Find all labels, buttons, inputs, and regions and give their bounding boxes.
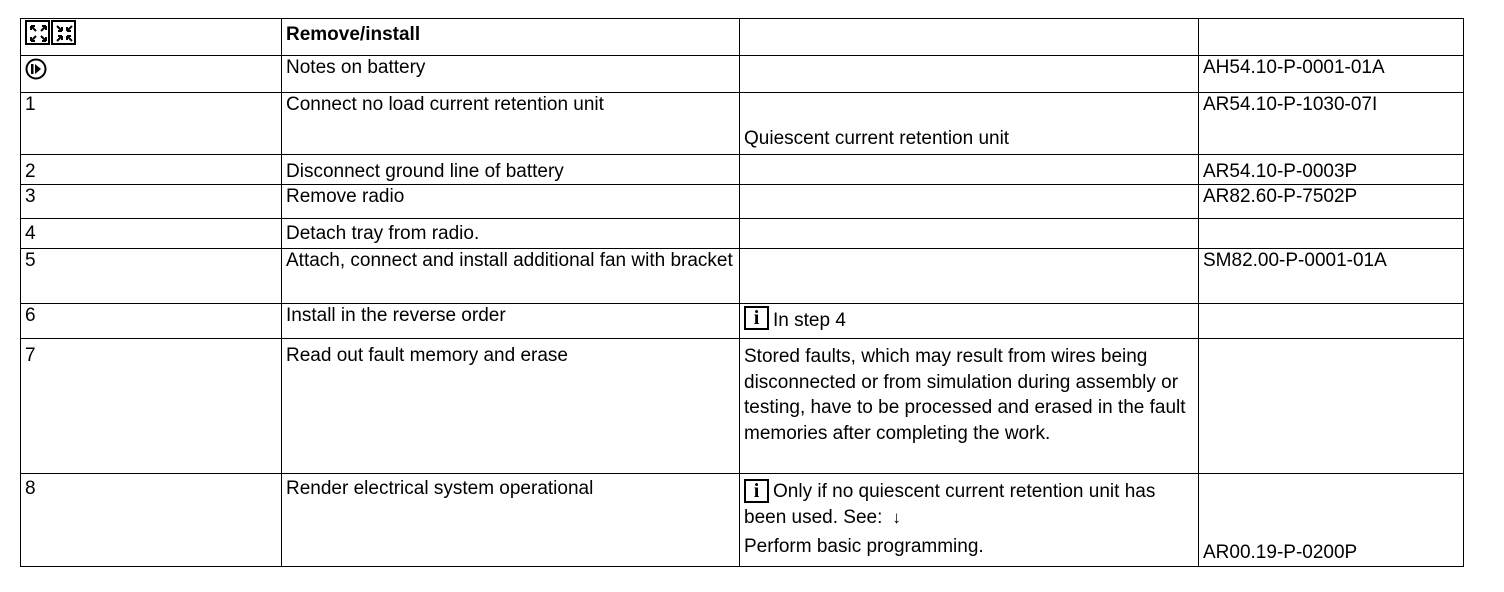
procedure-table xyxy=(20,18,1464,567)
step-action: Install in the reverse order xyxy=(282,304,740,339)
step-note xyxy=(740,474,1199,567)
table-row xyxy=(21,474,1464,567)
step-note xyxy=(740,185,1199,219)
step-number: 5 xyxy=(21,249,282,304)
step-reference-link[interactable]: AR00.19-P-0200P xyxy=(1199,474,1464,567)
table-row xyxy=(21,185,1464,219)
step-action: Remove radio xyxy=(282,185,740,219)
header-title: Remove/install xyxy=(282,19,740,56)
step-number: 2 xyxy=(21,155,282,185)
step-action: Attach, connect and install additional fan with bracket xyxy=(282,249,740,304)
expand-icon[interactable] xyxy=(25,20,50,45)
info-icon[interactable]: i xyxy=(744,479,769,503)
down-arrow-icon[interactable]: ↓ xyxy=(892,508,901,527)
step-number: 7 xyxy=(21,339,282,474)
step-reference-link[interactable]: AR82.60-P-7502P xyxy=(1199,185,1464,219)
notes-note-cell xyxy=(740,56,1199,93)
step-reference-link[interactable]: SM82.00-P-0001-01A xyxy=(1199,249,1464,304)
header-row xyxy=(21,19,1464,56)
step-reference-link[interactable] xyxy=(1199,304,1464,339)
table-row xyxy=(21,249,1464,304)
step-note-text: Quiescent current retention unit xyxy=(744,128,1010,149)
step-reference-link[interactable]: AR54.10-P-0003P xyxy=(1199,155,1464,185)
notes-label: Notes on battery xyxy=(282,56,740,93)
header-ref-cell xyxy=(1199,19,1464,56)
step-note-text-2: Perform basic programming. xyxy=(744,536,984,557)
notes-row xyxy=(21,56,1464,93)
table-row xyxy=(21,219,1464,249)
table-row xyxy=(21,304,1464,339)
step-action: Read out fault memory and erase xyxy=(282,339,740,474)
step-note-line xyxy=(744,477,1188,527)
step-number: 8 xyxy=(21,474,282,567)
step-note-text: In step 4 xyxy=(773,310,846,331)
step-number: 3 xyxy=(21,185,282,219)
step-note xyxy=(740,93,1199,155)
step-note-text: Only if no quiescent current retention unit has been used. See: xyxy=(744,481,1156,528)
step-note xyxy=(740,219,1199,249)
step-note xyxy=(740,155,1199,185)
step-action: Connect no load current retention unit xyxy=(282,93,740,155)
info-icon[interactable]: i xyxy=(744,306,769,330)
header-note-cell xyxy=(740,19,1199,56)
notes-icon-cell xyxy=(21,56,282,93)
step-note xyxy=(740,249,1199,304)
step-action: Detach tray from radio. xyxy=(282,219,740,249)
table-row xyxy=(21,155,1464,185)
step-reference-link[interactable]: AR54.10-P-1030-07I xyxy=(1199,93,1464,155)
step-action: Render electrical system operational xyxy=(282,474,740,567)
step-number: 4 xyxy=(21,219,282,249)
step-reference-link[interactable] xyxy=(1199,339,1464,474)
table-row xyxy=(21,339,1464,474)
step-note: Stored faults, which may result from wires being disconnected or from simulation during assembly or testing, have to be processed and erased in the fault memories after completing the work. xyxy=(740,339,1199,474)
notes-info-icon[interactable] xyxy=(25,58,47,80)
notes-reference-link[interactable]: AH54.10-P-0001-01A xyxy=(1199,56,1464,93)
step-action: Disconnect ground line of battery xyxy=(282,155,740,185)
header-icons-cell xyxy=(21,19,282,56)
step-number: 1 xyxy=(21,93,282,155)
step-note xyxy=(740,304,1199,339)
collapse-icon[interactable] xyxy=(51,20,76,45)
table-row xyxy=(21,93,1464,155)
step-number: 6 xyxy=(21,304,282,339)
step-reference-link[interactable] xyxy=(1199,219,1464,249)
